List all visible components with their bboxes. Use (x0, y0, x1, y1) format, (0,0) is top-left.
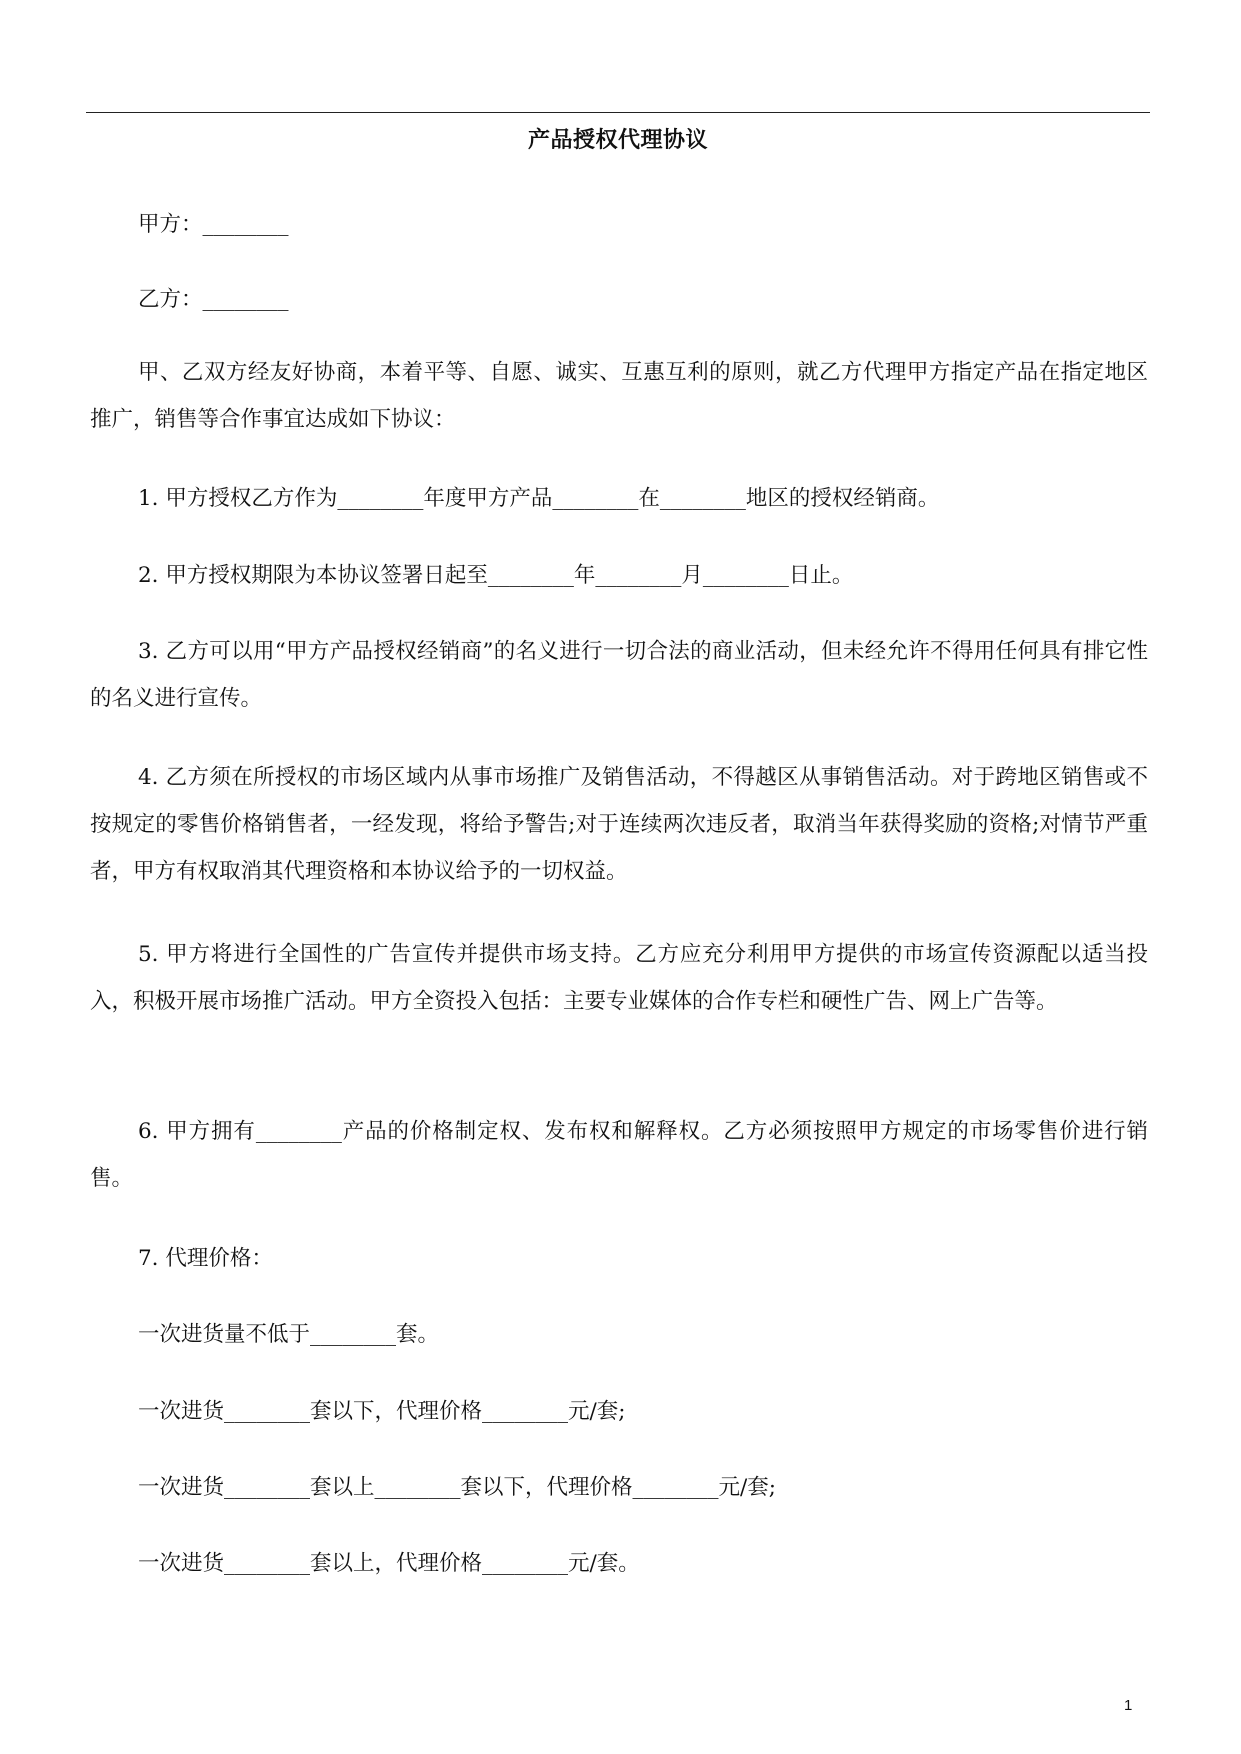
clause-2: 2. 甲方授权期限为本协议签署日起至________年________月________日止。 (138, 563, 854, 588)
price-line-tier-1: 一次进货________套以下，代理价格________元/套; (138, 1399, 626, 1424)
clause-4: 4. 乙方须在所授权的市场区域内从事市场推广及销售活动，不得越区从事销售活动。对于跨地区销售或不按规定的零售价格销售者，一经发现，将给予警告;对于连续两次违反者，取消当年获得奖励的资格;对情节严重者，甲方有权取消其代理资格和本协议给予的一切权益。 (90, 765, 1148, 884)
party-b-line: 乙方：________ (138, 287, 289, 312)
clause-7-heading: 7. 代理价格： (138, 1246, 273, 1271)
document-title: 产品授权代理协议 (527, 127, 708, 153)
price-line-tier-2: 一次进货________套以上________套以下，代理价格________元/套; (138, 1475, 776, 1500)
page-number: 1 (1124, 1697, 1133, 1714)
price-line-minimum: 一次进货量不低于________套。 (138, 1322, 440, 1347)
clause-3: 3. 乙方可以用“甲方产品授权经销商”的名义进行一切合法的商业活动，但未经允许不得用任何具有排它性的名义进行宣传。 (90, 639, 1148, 711)
clause-6: 6. 甲方拥有________产品的价格制定权、发布权和解释权。乙方必须按照甲方规定的市场零售价进行销售。 (90, 1119, 1148, 1191)
preamble-paragraph: 甲、乙双方经友好协商，本着平等、自愿、诚实、互惠互利的原则，就乙方代理甲方指定产品在指定地区推广，销售等合作事宜达成如下协议： (90, 360, 1148, 432)
clause-5: 5. 甲方将进行全国性的广告宣传并提供市场支持。乙方应充分利用甲方提供的市场宣传资源配以适当投入，积极开展市场推广活动。甲方全资投入包括：主要专业媒体的合作专栏和硬性广告、网上广告等。 (90, 942, 1148, 1014)
clause-1: 1. 甲方授权乙方作为________年度甲方产品________在________地区的授权经销商。 (138, 486, 940, 511)
party-a-line: 甲方：________ (138, 212, 289, 237)
header-rule (86, 112, 1150, 113)
price-line-tier-3: 一次进货________套以上，代理价格________元/套。 (138, 1551, 640, 1576)
